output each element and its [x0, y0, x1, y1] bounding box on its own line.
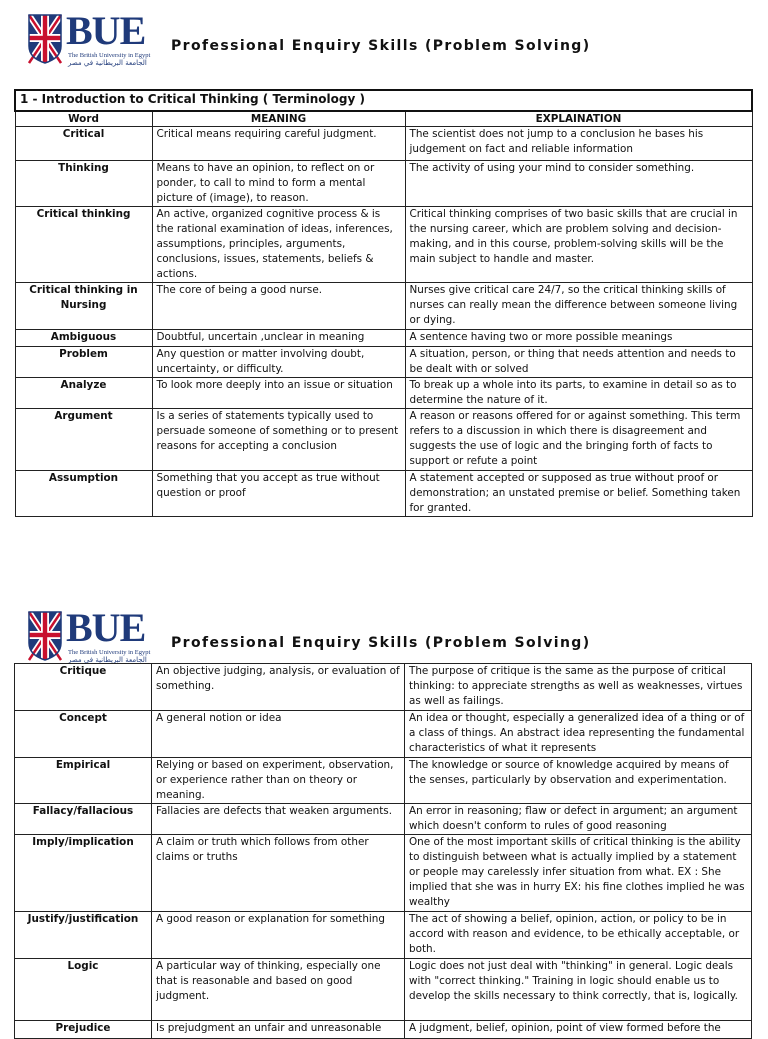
union-jack-shield-icon [28, 14, 62, 64]
term-cell: Critical [15, 127, 152, 161]
terminology-table-1 [14, 89, 753, 517]
explanation-cell: The knowledge or source of knowledge acquired by means of the senses, particularly by observation and experimentation. [405, 758, 752, 804]
term-cell: Ambiguous [15, 330, 152, 347]
meaning-cell: Fallacies are defects that weaken arguments. [152, 804, 405, 835]
logo-text: BUE [66, 605, 146, 650]
meaning-cell: An objective judging, analysis, or evaluation of something. [152, 664, 405, 711]
page-title: Professional Enquiry Skills (Problem Solving) [171, 635, 591, 651]
table-row [15, 804, 752, 835]
explanation-cell: To break up a whole into its parts, to examine in detail so as to determine the nature of it. [405, 378, 752, 409]
meaning-cell: Is a series of statements typically used to persuade someone of something or to present reasons for accepting a conclusion [152, 409, 405, 471]
explanation-cell: A statement accepted or supposed as true without proof or demonstration; an unstated premise or belief. Something taken for granted. [405, 471, 752, 517]
table-row [15, 1021, 752, 1039]
table-row [15, 471, 752, 517]
term-cell: Problem [15, 347, 152, 378]
bue-logo [28, 605, 152, 665]
meaning-cell: The core of being a good nurse. [152, 283, 405, 330]
explanation-cell: The scientist does not jump to a conclusion he bases his judgement on fact and reliable information [405, 127, 752, 161]
column-header-explanation: EXPLAINATION [405, 111, 752, 127]
page-title: Professional Enquiry Skills (Problem Solving) [171, 38, 591, 54]
table-row [15, 409, 752, 471]
explanation-cell: Logic does not just deal with "thinking" in general. Logic deals with "correct thinking." Training in logic should enable us to develop the skills necessary to think correctly, that is, logically. [405, 959, 752, 1021]
term-cell: Concept [15, 711, 152, 758]
term-cell: Critical thinking in Nursing [15, 283, 152, 330]
explanation-cell: A situation, person, or thing that needs attention and needs to be dealt with or solved [405, 347, 752, 378]
explanation-cell: An error in reasoning; flaw or defect in argument; an argument which doesn't conform to rules of good reasoning [405, 804, 752, 835]
meaning-cell: A claim or truth which follows from other claims or truths [152, 835, 405, 912]
logo-text: BUE [66, 8, 146, 53]
section-heading: 1 - Introduction to Critical Thinking ( Terminology ) [15, 90, 752, 111]
table-header-row [15, 111, 752, 127]
logo-subtitle-ar: الجامعة البريطانية في مصر [68, 656, 147, 664]
explanation-cell: The act of showing a belief, opinion, action, or policy to be in accord with reason and evidence, to be ethically acceptable, or both. [405, 912, 752, 959]
meaning-cell: To look more deeply into an issue or situation [152, 378, 405, 409]
logo-subtitle-en: The British University in Egypt [68, 52, 151, 59]
table-row [15, 959, 752, 1021]
meaning-cell: Doubtful, uncertain ,unclear in meaning [152, 330, 405, 347]
explanation-cell: A sentence having two or more possible meanings [405, 330, 752, 347]
term-cell: Imply/implication [15, 835, 152, 912]
table-row [15, 330, 752, 347]
term-cell: Justify/justification [15, 912, 152, 959]
term-cell: Critical thinking [15, 207, 152, 283]
meaning-cell: Critical means requiring careful judgment. [152, 127, 405, 161]
column-header-word: Word [15, 111, 152, 127]
term-cell: Prejudice [15, 1021, 152, 1039]
meaning-cell: Means to have an opinion, to reflect on or ponder, to call to mind to form a mental picture of (image), to reason. [152, 161, 405, 207]
table-row [15, 664, 752, 711]
table-row [15, 912, 752, 959]
explanation-cell: A reason or reasons offered for or against something. This term refers to a discussion in which there is disagreement and suggests the use of logic and the bringing forth of facts to support or refute a point [405, 409, 752, 471]
table-row [15, 711, 752, 758]
table-row [15, 378, 752, 409]
explanation-cell: Nurses give critical care 24/7, so the critical thinking skills of nurses can really mean the difference between someone living or dying. [405, 283, 752, 330]
explanation-cell: An idea or thought, especially a generalized idea of a thing or of a class of things. An abstract idea representing the fundamental characteristics of what it represents [405, 711, 752, 758]
explanation-cell: Critical thinking comprises of two basic skills that are crucial in the nursing career, which are problem solving and decision-making, and in this course, problem-solving skills will be the main subject to handle and master. [405, 207, 752, 283]
table-row [15, 758, 752, 804]
table-row [15, 347, 752, 378]
term-cell: Fallacy/fallacious [15, 804, 152, 835]
term-cell: Assumption [15, 471, 152, 517]
table-row [15, 207, 752, 283]
meaning-cell: Something that you accept as true without question or proof [152, 471, 405, 517]
explanation-cell: The activity of using your mind to consider something. [405, 161, 752, 207]
explanation-cell: The purpose of critique is the same as the purpose of critical thinking: to appreciate strengths as well as weaknesses, virtues as well as failings. [405, 664, 752, 711]
meaning-cell: A good reason or explanation for something [152, 912, 405, 959]
term-cell: Thinking [15, 161, 152, 207]
meaning-cell: Relying or based on experiment, observation, or experience rather than on theory or meaning. [152, 758, 405, 804]
term-cell: Empirical [15, 758, 152, 804]
meaning-cell: Any question or matter involving doubt, uncertainty, or difficulty. [152, 347, 405, 378]
table-row [15, 127, 752, 161]
term-cell: Argument [15, 409, 152, 471]
term-cell: Logic [15, 959, 152, 1021]
logo-subtitle-en: The British University in Egypt [68, 649, 151, 656]
explanation-cell: One of the most important skills of critical thinking is the ability to distinguish between what is actually implied by a statement or people may carelessly infer situation from what. EX : She implied that she was in hurry EX: his fine clothes implied he was wealthy [405, 835, 752, 912]
meaning-cell: A particular way of thinking, especially one that is reasonable and based on good judgment. [152, 959, 405, 1021]
table-row [15, 161, 752, 207]
meaning-cell: An active, organized cognitive process & is the rational examination of ideas, inferences, assumptions, principles, arguments, conclusions, issues, statements, beliefs & actions. [152, 207, 405, 283]
section-heading-row [15, 90, 752, 111]
page-header [0, 597, 768, 667]
term-cell: Critique [15, 664, 152, 711]
logo-subtitle-ar: الجامعة البريطانية في مصر [68, 59, 147, 67]
term-cell: Analyze [15, 378, 152, 409]
column-header-meaning: MEANING [152, 111, 405, 127]
terminology-table-2 [14, 663, 752, 1039]
meaning-cell: Is prejudgment an unfair and unreasonable [152, 1021, 405, 1039]
bue-logo [28, 8, 152, 68]
explanation-cell: A judgment, belief, opinion, point of view formed before the [405, 1021, 752, 1039]
table-row [15, 283, 752, 330]
union-jack-shield-icon [28, 611, 62, 661]
page-header [0, 0, 768, 70]
page-2 [0, 597, 768, 1034]
meaning-cell: A general notion or idea [152, 711, 405, 758]
table-row [15, 835, 752, 912]
